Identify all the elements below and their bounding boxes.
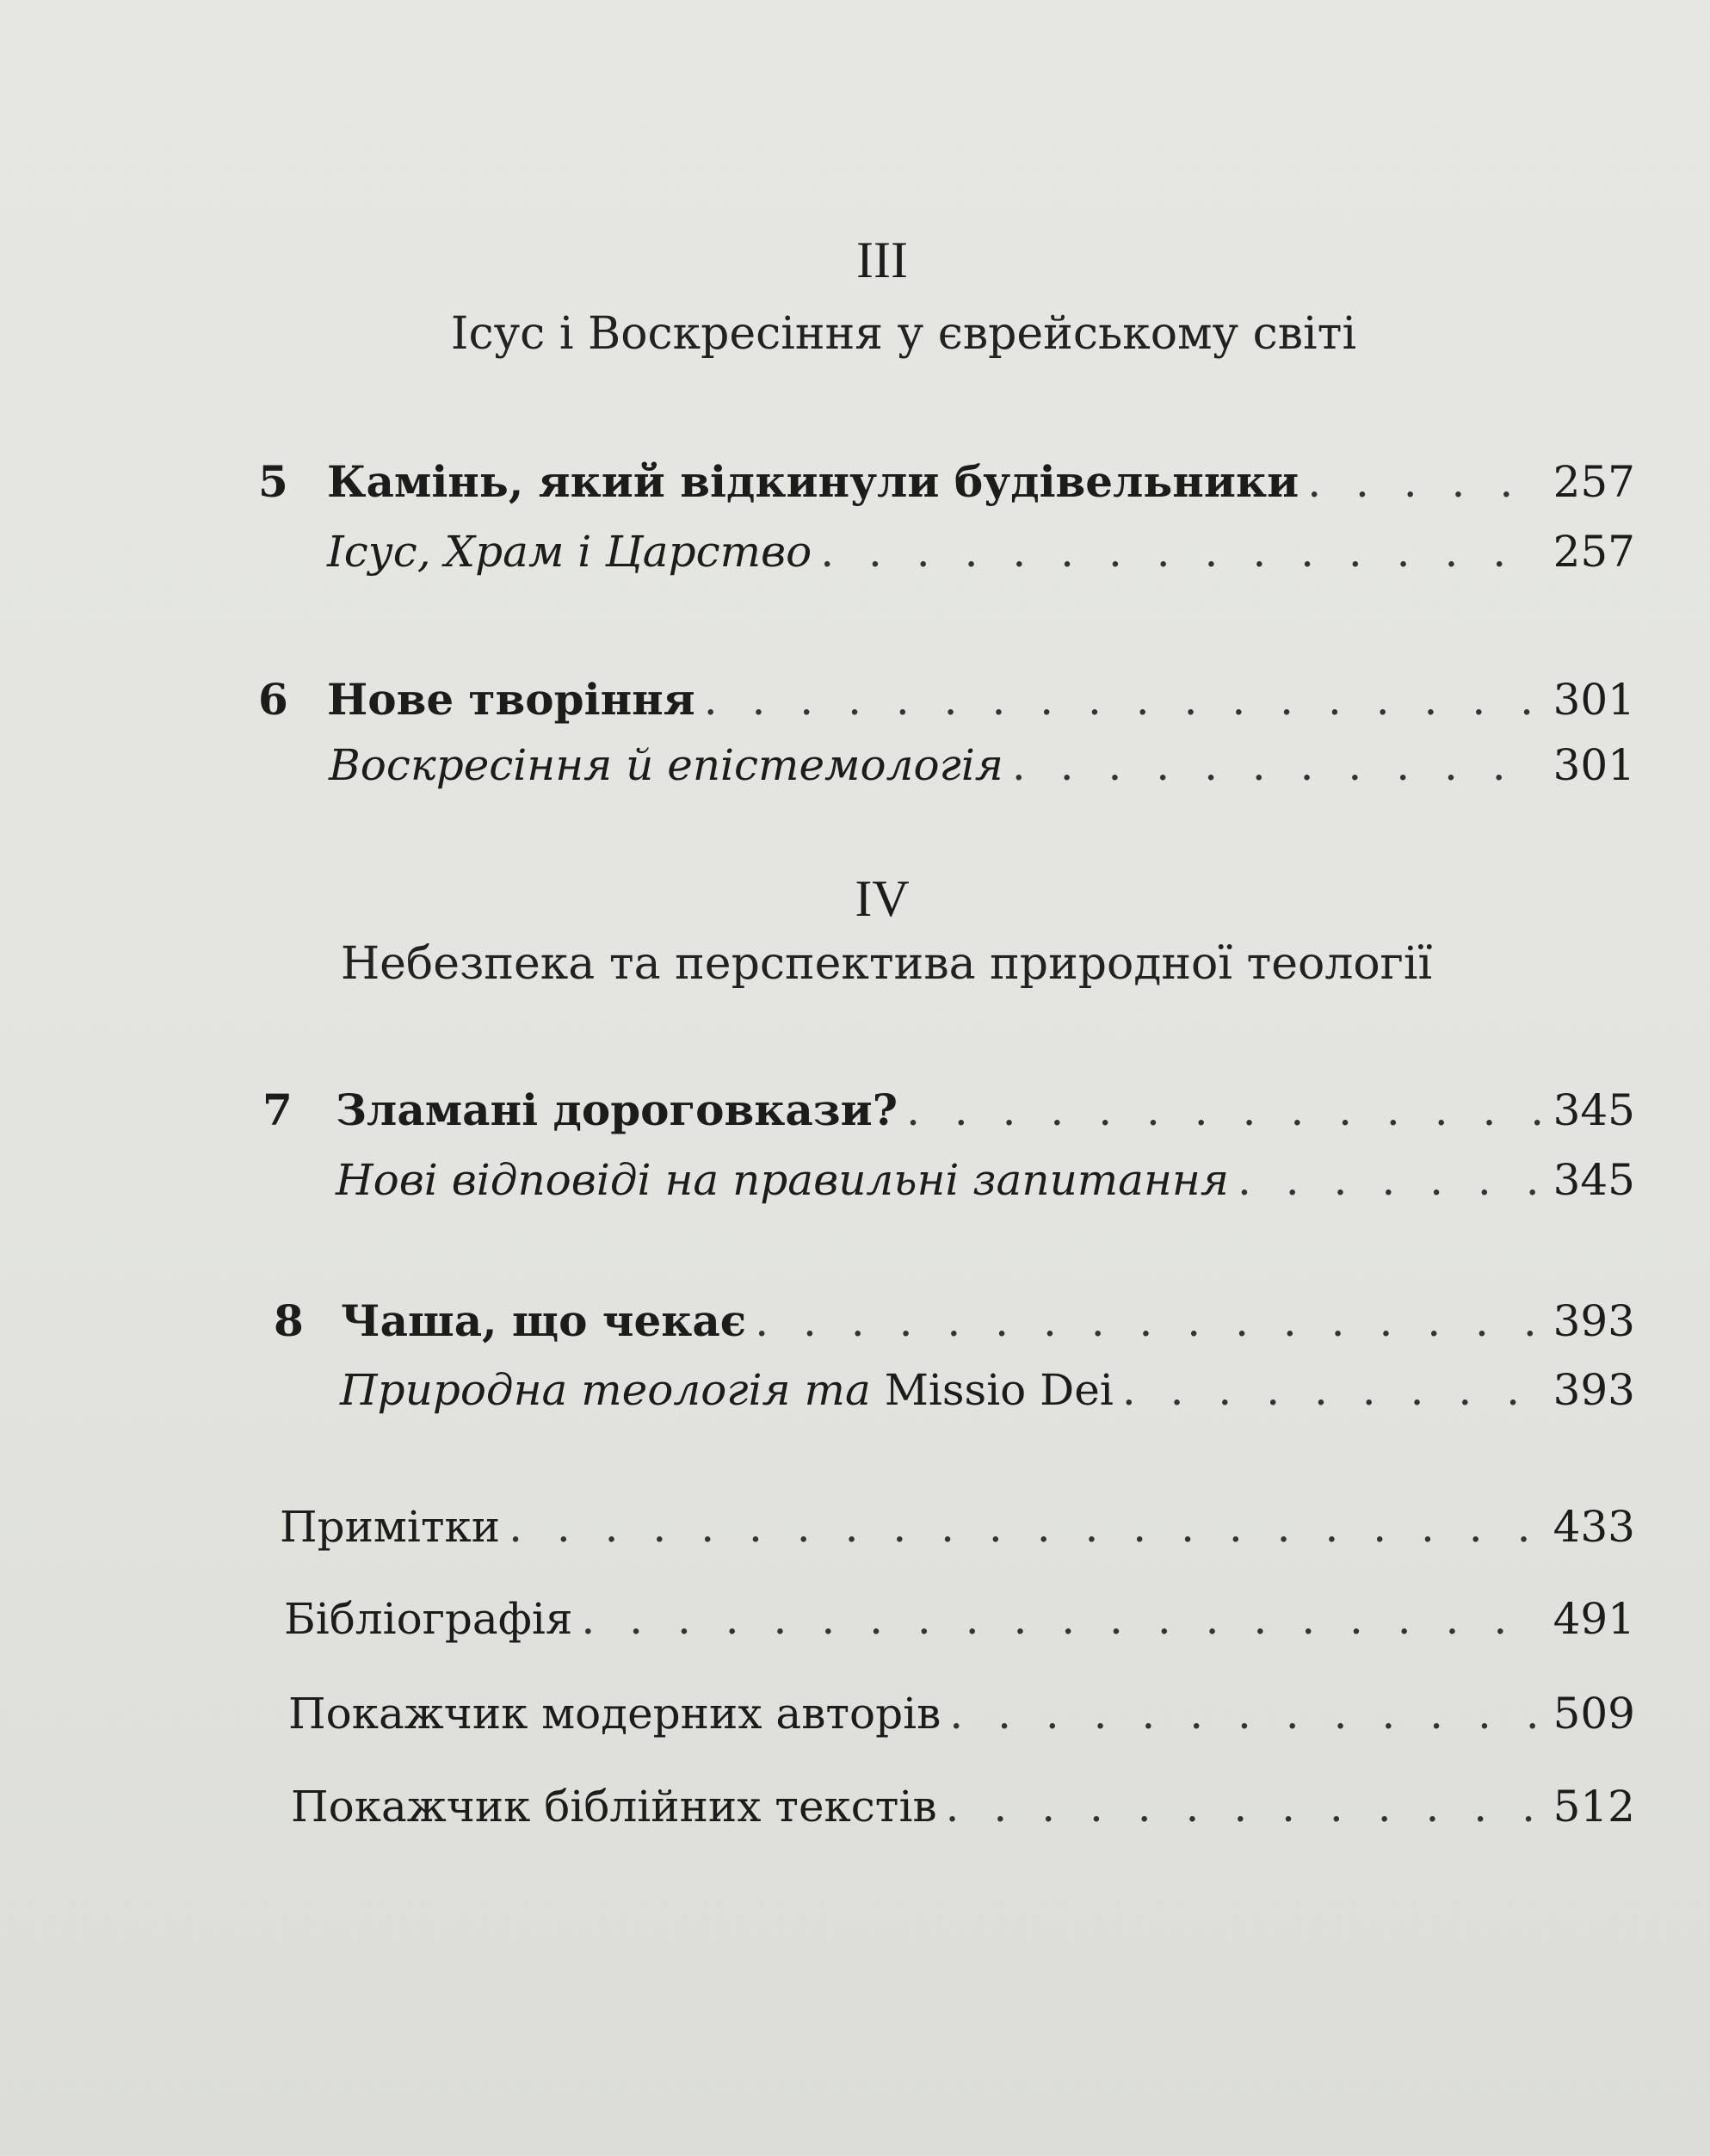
chapter-subtitle: Нові відповіді на правильні запитання (336, 1155, 1229, 1205)
page-number: 301 (1553, 740, 1635, 790)
leader-dots (581, 1594, 1540, 1644)
leader-dots (1122, 1365, 1540, 1415)
toc-entry-subtitle[interactable] (329, 740, 1635, 790)
subtitle-italic-part: Природна теологія та (340, 1365, 871, 1415)
part-title: Небезпека та перспектива природної теології (340, 938, 1433, 990)
entry-title: Бібліографія (284, 1594, 573, 1644)
toc-entry-subtitle[interactable] (336, 1155, 1635, 1205)
chapter-number: 8 (274, 1295, 304, 1346)
page-number: 393 (1553, 1365, 1635, 1415)
part-title: Ісус і Воскресіння у єврейському світі (450, 308, 1357, 360)
toc-entry-chapter[interactable] (274, 1295, 1635, 1346)
leader-dots (1012, 740, 1540, 790)
chapter-subtitle (340, 1365, 1114, 1415)
chapter-subtitle: Ісус, Храм і Царство (327, 527, 812, 577)
chapter-subtitle: Воскресіння й епістемологія (329, 740, 1003, 790)
leader-dots (906, 1085, 1540, 1135)
chapter-title: Нове творіння (327, 674, 695, 725)
leader-dots (1238, 1155, 1540, 1205)
page-number: 393 (1553, 1296, 1635, 1346)
chapter-number: 7 (262, 1084, 293, 1135)
page-number: 257 (1553, 457, 1635, 507)
part-number: IV (855, 870, 910, 927)
toc-entry-chapter[interactable] (258, 674, 1635, 725)
page-number: 345 (1553, 1085, 1635, 1135)
page-number: 301 (1553, 675, 1635, 725)
page-number: 257 (1553, 527, 1635, 577)
page-number: 509 (1553, 1689, 1635, 1739)
leader-dots (704, 675, 1540, 725)
toc-entry-chapter[interactable] (262, 1084, 1635, 1135)
chapter-number: 5 (258, 456, 288, 507)
toc-entry-back-matter[interactable] (288, 1689, 1635, 1739)
toc-entry-subtitle[interactable] (327, 527, 1635, 577)
entry-title: Покажчик модерних авторів (288, 1689, 941, 1739)
page-number: 512 (1553, 1782, 1635, 1832)
chapter-title: Чаша, що чекає (341, 1295, 747, 1346)
chapter-title: Камінь, який відкинули будівельники (327, 456, 1299, 507)
chapter-number: 6 (258, 674, 288, 725)
subtitle-roman-part: Missio Dei (884, 1365, 1114, 1415)
page-number: 345 (1553, 1155, 1635, 1205)
entry-title: Покажчик біблійних текстів (291, 1782, 937, 1832)
toc-entry-back-matter[interactable] (291, 1782, 1635, 1832)
page-number: 491 (1553, 1594, 1635, 1644)
leader-dots (949, 1689, 1540, 1739)
leader-dots (820, 527, 1540, 577)
leader-dots (1307, 457, 1540, 507)
toc-entry-back-matter[interactable] (284, 1594, 1635, 1644)
toc-entry-subtitle[interactable] (340, 1365, 1635, 1415)
leader-dots (755, 1296, 1540, 1346)
toc-entry-chapter[interactable] (258, 456, 1635, 507)
part-number: III (856, 232, 908, 288)
leader-dots (509, 1502, 1540, 1552)
leader-dots (946, 1782, 1540, 1832)
toc-entry-back-matter[interactable] (280, 1502, 1635, 1552)
page-number: 433 (1553, 1502, 1635, 1552)
entry-title: Примітки (280, 1502, 501, 1552)
chapter-title: Зламані дороговкази? (336, 1084, 898, 1135)
